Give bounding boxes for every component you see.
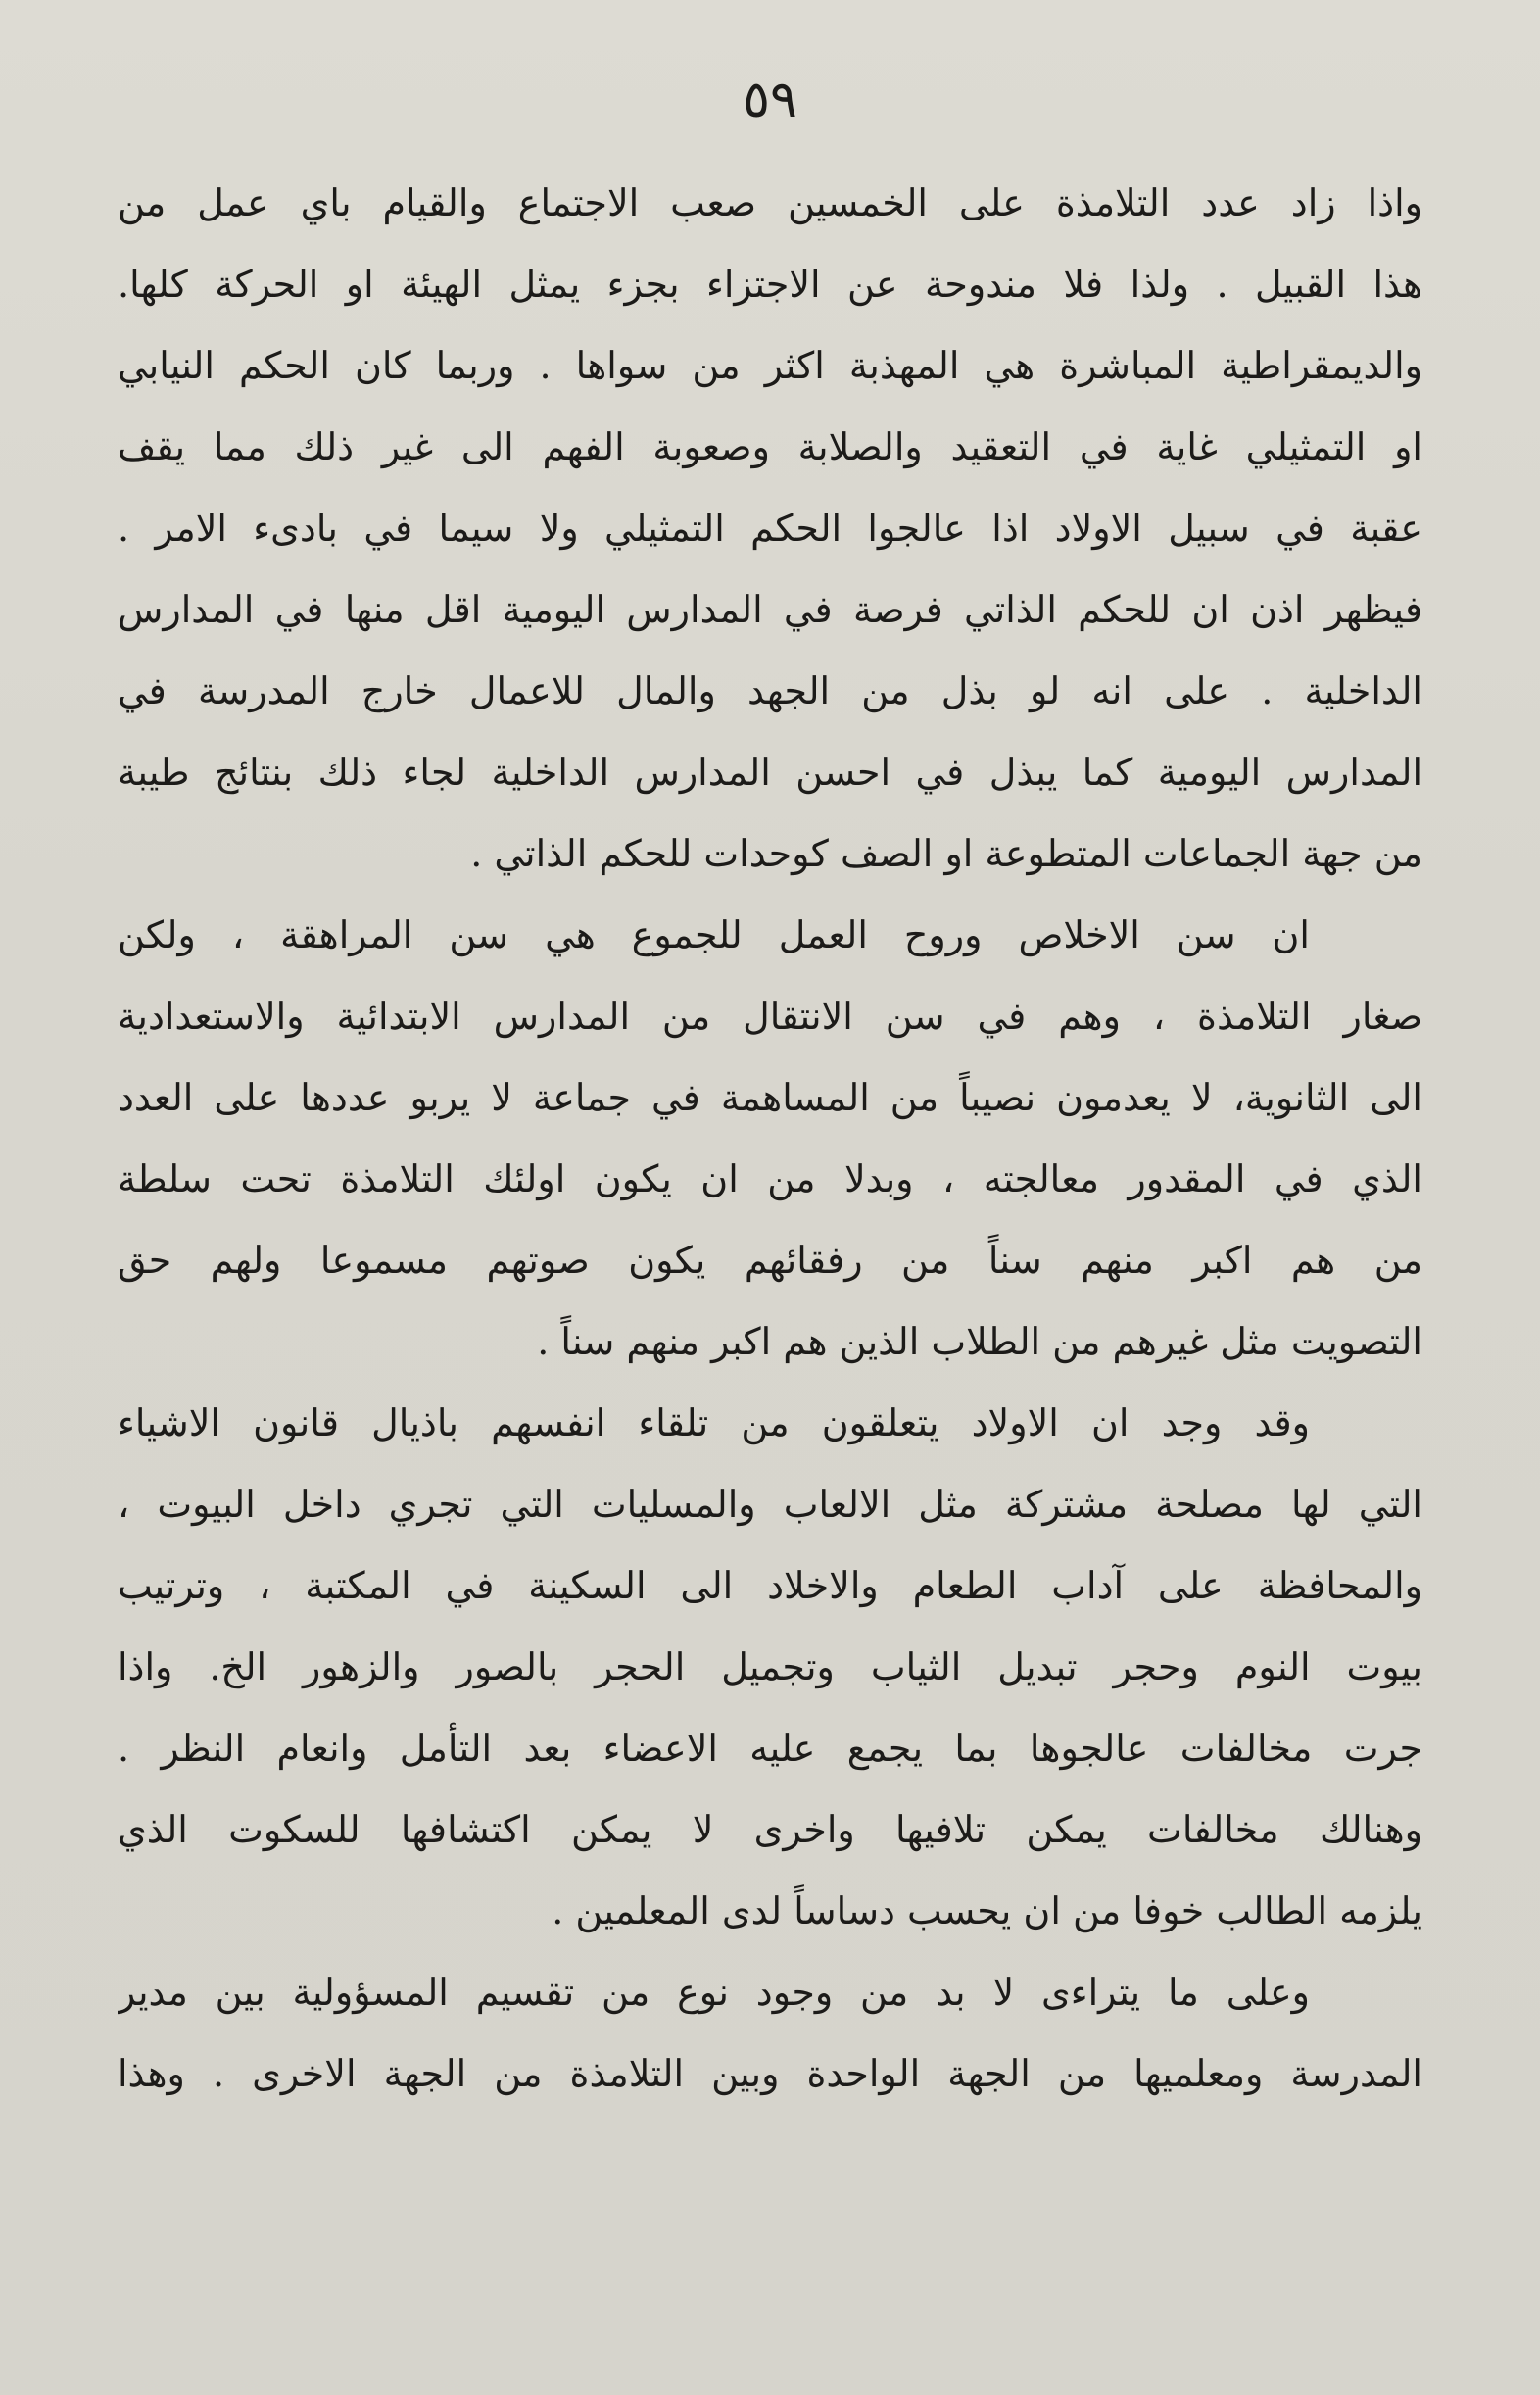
text-line: عقبة في سبيل الاولاد اذا عالجوا الحكم التمثيلي ولا سيما في بادىء الامر . bbox=[118, 507, 1422, 550]
text-line: صغار التلامذة ، وهم في سن الانتقال من المدارس الابتدائية والاستعدادية bbox=[118, 995, 1422, 1038]
text-line: وقد وجد ان الاولاد يتعلقون من تلقاء انفسهم باذيال قانون الاشياء bbox=[118, 1401, 1310, 1444]
text-line: المدرسة ومعلميها من الجهة الواحدة وبين التلامذة من الجهة الاخرى . وهذا bbox=[118, 2052, 1422, 2095]
text-line: التصويت مثل غيرهم من الطلاب الذين هم اكبر منهم سناً . bbox=[537, 1320, 1422, 1363]
body-text bbox=[118, 163, 1422, 2115]
text-line: فيظهر اذن ان للحكم الذاتي فرصة في المدارس اليومية اقل منها في المدارس bbox=[118, 588, 1422, 631]
text-line: المدارس اليومية كما يبذل في احسن المدارس الداخلية لجاء ذلك بنتائج طيبة bbox=[118, 751, 1422, 794]
text-line: هذا القبيل . ولذا فلا مندوحة عن الاجتزاء بجزء يمثل الهيئة او الحركة كلها. bbox=[118, 263, 1422, 306]
text-line: التي لها مصلحة مشتركة مثل الالعاب والمسليات التي تجري داخل البيوت ، bbox=[118, 1483, 1422, 1526]
paragraph bbox=[118, 895, 1422, 1383]
text-line: بيوت النوم وحجر تبديل الثياب وتجميل الحجر بالصور والزهور الخ. واذا bbox=[118, 1645, 1422, 1688]
text-line: وهنالك مخالفات يمكن تلافيها واخرى لا يمكن اكتشافها للسكوت الذي bbox=[118, 1808, 1422, 1851]
text-line: الى الثانوية، لا يعدمون نصيباً من المساهمة في جماعة لا يربو عددها على العدد bbox=[118, 1076, 1422, 1119]
paragraph bbox=[118, 163, 1422, 895]
text-line: من جهة الجماعات المتطوعة او الصف كوحدات للحكم الذاتي . bbox=[470, 832, 1422, 875]
text-line: والديمقراطية المباشرة هي المهذبة اكثر من سواها . وربما كان الحكم النيابي bbox=[118, 344, 1422, 387]
page-number: ٥٩ bbox=[743, 71, 797, 129]
text-line: وعلى ما يتراءى لا بد من وجود نوع من تقسيم المسؤولية بين مدير bbox=[118, 1971, 1310, 2014]
text-line: يلزمه الطالب خوفا من ان يحسب دساساً لدى المعلمين . bbox=[552, 1889, 1422, 1932]
text-line: من هم اكبر منهم سناً من رفقائهم يكون صوتهم مسموعا ولهم حق bbox=[118, 1239, 1422, 1282]
text-line: او التمثيلي غاية في التعقيد والصلابة وصعوبة الفهم الى غير ذلك مما يقف bbox=[118, 425, 1422, 468]
paragraph bbox=[118, 1383, 1422, 1952]
text-line: جرت مخالفات عالجوها بما يجمع عليه الاعضاء بعد التأمل وانعام النظر . bbox=[118, 1727, 1422, 1770]
text-line: ان سن الاخلاص وروح العمل للجموع هي سن المراهقة ، ولكن bbox=[118, 913, 1310, 956]
text-line: الداخلية . على انه لو بذل من الجهد والمال للاعمال خارج المدرسة في bbox=[118, 669, 1422, 712]
text-line: الذي في المقدور معالجته ، وبدلا من ان يكون اولئك التلامذة تحت سلطة bbox=[118, 1157, 1422, 1200]
paragraph bbox=[118, 1952, 1422, 2115]
text-line: واذا زاد عدد التلامذة على الخمسين صعب الاجتماع والقيام باي عمل من bbox=[118, 181, 1422, 224]
text-line: والمحافظة على آداب الطعام والاخلاد الى السكينة في المكتبة ، وترتيب bbox=[118, 1564, 1422, 1607]
